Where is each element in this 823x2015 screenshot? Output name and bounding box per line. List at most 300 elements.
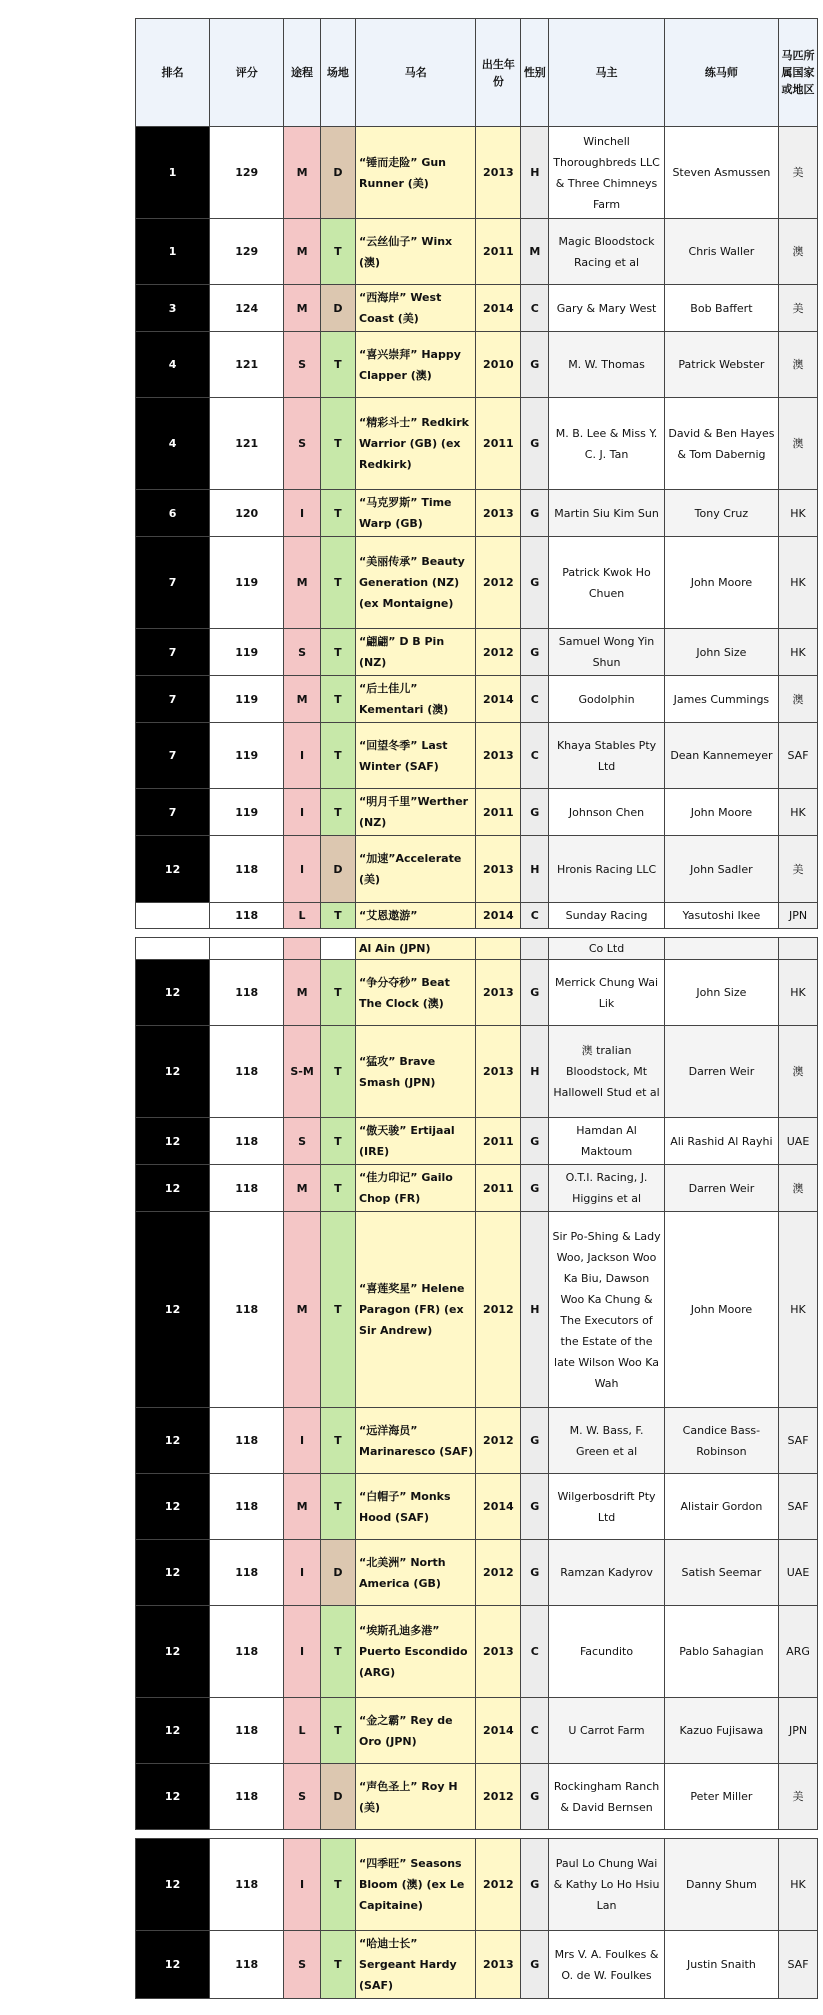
owner-cell: U Carrot Farm — [549, 1698, 664, 1764]
sex-cell: H — [521, 836, 549, 903]
sex-cell: H — [521, 127, 549, 219]
table-row — [136, 1540, 818, 1606]
horse-name-cell: “精彩斗士” Redkirk Warrior (GB) (ex Redkirk) — [356, 398, 476, 490]
table-row — [136, 1212, 818, 1408]
surface-cell: T — [320, 629, 355, 676]
surface-cell: T — [320, 332, 355, 398]
birth-year-cell: 2011 — [476, 1165, 521, 1212]
table-row — [136, 398, 818, 490]
country-cell: SAF — [779, 1474, 818, 1540]
birth-year-cell: 2011 — [476, 398, 521, 490]
rank-cell: 12 — [136, 1698, 210, 1764]
horse-name-cell: “西海岸” West Coast (美) — [356, 285, 476, 332]
horse-name-cell: “翩翩” D B Pin (NZ) — [356, 629, 476, 676]
surface-cell: T — [320, 1165, 355, 1212]
owner-cell: Winchell Thoroughbreds LLC & Three Chimneys Farm — [549, 127, 664, 219]
header-distance: 途程 — [284, 19, 320, 127]
sex-cell: H — [521, 1212, 549, 1408]
owner-cell: Sir Po-Shing & Lady Woo, Jackson Woo Ka Biu, Dawson Woo Ka Chung & The Executors of the Estate of the late Wilson Woo Ka Wah — [549, 1212, 664, 1408]
trainer-cell: John Sadler — [664, 836, 778, 903]
birth-year-cell: 2012 — [476, 1839, 521, 1931]
distance-cell: S — [284, 1764, 320, 1830]
rating-cell: 121 — [210, 398, 284, 490]
distance-cell: I — [284, 1408, 320, 1474]
sex-cell: G — [521, 1839, 549, 1931]
rating-cell: 118 — [210, 836, 284, 903]
rating-cell: 118 — [210, 1540, 284, 1606]
rank-cell: 12 — [136, 960, 210, 1026]
table-row — [136, 537, 818, 629]
table-row — [136, 1931, 818, 1999]
rating-cell: 118 — [210, 1764, 284, 1830]
sex-cell: H — [521, 1026, 549, 1118]
sex-cell: G — [521, 490, 549, 537]
surface-cell: T — [320, 219, 355, 285]
surface-cell: T — [320, 1118, 355, 1165]
birth-year-cell: 2013 — [476, 723, 521, 789]
distance-cell: I — [284, 789, 320, 836]
rank-cell: 12 — [136, 1540, 210, 1606]
birth-year-cell: 2013 — [476, 960, 521, 1026]
birth-year-cell: 2012 — [476, 1408, 521, 1474]
country-cell: SAF — [779, 1931, 818, 1999]
birth-year-cell: 2012 — [476, 1764, 521, 1830]
owner-cell: Sunday Racing — [549, 903, 664, 929]
horse-name-cell: “猛攻” Brave Smash (JPN) — [356, 1026, 476, 1118]
rating-cell: 118 — [210, 1474, 284, 1540]
trainer-cell: Darren Weir — [664, 1026, 778, 1118]
horse-name-cell: “远洋海员” Marinaresco (SAF) — [356, 1408, 476, 1474]
table-row — [136, 789, 818, 836]
sex-cell: G — [521, 537, 549, 629]
birth-year-cell: 2010 — [476, 332, 521, 398]
trainer-cell: John Moore — [664, 537, 778, 629]
trainer-cell: Candice Bass-Robinson — [664, 1408, 778, 1474]
country-cell: JPN — [779, 1698, 818, 1764]
sex-cell: G — [521, 960, 549, 1026]
surface-cell: D — [320, 836, 355, 903]
trainer-cell: Satish Seemar — [664, 1540, 778, 1606]
rank-cell — [136, 938, 210, 960]
header-year: 出生年份 — [476, 19, 521, 127]
country-cell: 美 — [779, 836, 818, 903]
surface-cell: D — [320, 1540, 355, 1606]
distance-cell: M — [284, 219, 320, 285]
rating-cell: 129 — [210, 219, 284, 285]
rank-cell: 7 — [136, 789, 210, 836]
surface-cell: T — [320, 676, 355, 723]
trainer-cell: Chris Waller — [664, 219, 778, 285]
horse-name-cell: “北美洲” North America (GB) — [356, 1540, 476, 1606]
surface-cell: T — [320, 960, 355, 1026]
country-cell: HK — [779, 789, 818, 836]
table-row — [136, 938, 818, 960]
sex-cell: C — [521, 723, 549, 789]
rating-cell: 118 — [210, 1606, 284, 1698]
table-row — [136, 1026, 818, 1118]
sex-cell: C — [521, 285, 549, 332]
distance-cell: I — [284, 723, 320, 789]
country-cell: 澳 — [779, 676, 818, 723]
distance-cell: M — [284, 1212, 320, 1408]
table-row — [136, 1698, 818, 1764]
owner-cell: Merrick Chung Wai Lik — [549, 960, 664, 1026]
sex-cell — [521, 938, 549, 960]
rank-cell: 7 — [136, 629, 210, 676]
sex-cell: G — [521, 629, 549, 676]
trainer-cell: Danny Shum — [664, 1839, 778, 1931]
owner-cell: Mrs V. A. Foulkes & O. de W. Foulkes — [549, 1931, 664, 1999]
trainer-cell: Pablo Sahagian — [664, 1606, 778, 1698]
distance-cell: M — [284, 127, 320, 219]
sex-cell: C — [521, 1698, 549, 1764]
rating-cell: 124 — [210, 285, 284, 332]
rank-cell: 12 — [136, 1408, 210, 1474]
birth-year-cell: 2013 — [476, 1931, 521, 1999]
table-row — [136, 1474, 818, 1540]
rating-cell: 118 — [210, 1212, 284, 1408]
birth-year-cell: 2014 — [476, 285, 521, 332]
horse-name-cell: “金之霸” Rey de Oro (JPN) — [356, 1698, 476, 1764]
birth-year-cell: 2014 — [476, 1698, 521, 1764]
distance-cell: L — [284, 903, 320, 929]
distance-cell: M — [284, 1165, 320, 1212]
birth-year-cell: 2013 — [476, 490, 521, 537]
table-row — [136, 1165, 818, 1212]
row-gap-cell — [136, 1830, 818, 1839]
country-cell: HK — [779, 1839, 818, 1931]
rating-cell: 118 — [210, 1165, 284, 1212]
birth-year-cell: 2012 — [476, 537, 521, 629]
surface-cell: T — [320, 537, 355, 629]
country-cell: 澳 — [779, 219, 818, 285]
trainer-cell: James Cummings — [664, 676, 778, 723]
distance-cell: M — [284, 676, 320, 723]
surface-cell: T — [320, 723, 355, 789]
surface-cell: T — [320, 1408, 355, 1474]
surface-cell: T — [320, 1026, 355, 1118]
birth-year-cell: 2013 — [476, 836, 521, 903]
sex-cell: G — [521, 1408, 549, 1474]
horse-name-cell: “加速”Accelerate (美) — [356, 836, 476, 903]
birth-year-cell: 2014 — [476, 676, 521, 723]
rank-cell: 12 — [136, 1606, 210, 1698]
horse-name-cell: “喜莲奖星” Helene Paragon (FR) (ex Sir Andrew) — [356, 1212, 476, 1408]
distance-cell: S — [284, 1118, 320, 1165]
table-row — [136, 1839, 818, 1931]
country-cell: JPN — [779, 903, 818, 929]
surface-cell: T — [320, 490, 355, 537]
owner-cell: Johnson Chen — [549, 789, 664, 836]
horse-name-cell: “傲天骏” Ertijaal (IRE) — [356, 1118, 476, 1165]
distance-cell — [284, 938, 320, 960]
horse-name-cell: “争分夺秒” Beat The Clock (澳) — [356, 960, 476, 1026]
rank-cell: 12 — [136, 1931, 210, 1999]
country-cell: HK — [779, 490, 818, 537]
rating-cell: 118 — [210, 1118, 284, 1165]
trainer-cell: Patrick Webster — [664, 332, 778, 398]
row-gap — [136, 929, 818, 938]
table-row — [136, 903, 818, 929]
horse-name-cell: “佳力印记” Gailo Chop (FR) — [356, 1165, 476, 1212]
surface-cell: T — [320, 398, 355, 490]
sex-cell: M — [521, 219, 549, 285]
horse-name-cell: “明月千里”Werther (NZ) — [356, 789, 476, 836]
owner-cell: Samuel Wong Yin Shun — [549, 629, 664, 676]
header-rating: 评分 — [210, 19, 284, 127]
rank-cell: 12 — [136, 1839, 210, 1931]
trainer-cell — [664, 938, 778, 960]
distance-cell: I — [284, 836, 320, 903]
surface-cell: T — [320, 1212, 355, 1408]
birth-year-cell: 2012 — [476, 1212, 521, 1408]
sex-cell: G — [521, 1540, 549, 1606]
owner-cell: Co Ltd — [549, 938, 664, 960]
table-row — [136, 1118, 818, 1165]
horse-name-cell: “声色圣上” Roy H (美) — [356, 1764, 476, 1830]
rank-cell: 12 — [136, 1118, 210, 1165]
rating-cell: 118 — [210, 1931, 284, 1999]
horse-name-cell: “云丝仙子” Winx (澳) — [356, 219, 476, 285]
surface-cell: T — [320, 1931, 355, 1999]
country-cell: 澳 — [779, 1026, 818, 1118]
sex-cell: G — [521, 1165, 549, 1212]
rating-cell — [210, 938, 284, 960]
owner-cell: Ramzan Kadyrov — [549, 1540, 664, 1606]
trainer-cell: Peter Miller — [664, 1764, 778, 1830]
owner-cell: Rockingham Ranch & David Bernsen — [549, 1764, 664, 1830]
country-cell: SAF — [779, 1408, 818, 1474]
trainer-cell: Tony Cruz — [664, 490, 778, 537]
header-rank: 排名 — [136, 19, 210, 127]
owner-cell: Godolphin — [549, 676, 664, 723]
sex-cell: G — [521, 398, 549, 490]
country-cell — [779, 938, 818, 960]
country-cell: SAF — [779, 723, 818, 789]
rating-cell: 121 — [210, 332, 284, 398]
horse-name-cell: “锤而走险” Gun Runner (美) — [356, 127, 476, 219]
surface-cell: T — [320, 1698, 355, 1764]
rank-cell: 1 — [136, 219, 210, 285]
row-gap — [136, 1830, 818, 1839]
country-cell: HK — [779, 629, 818, 676]
surface-cell: T — [320, 789, 355, 836]
horse-name-cell: “白帽子” Monks Hood (SAF) — [356, 1474, 476, 1540]
birth-year-cell — [476, 938, 521, 960]
owner-cell: Patrick Kwok Ho Chuen — [549, 537, 664, 629]
surface-cell: D — [320, 285, 355, 332]
trainer-cell: John Size — [664, 960, 778, 1026]
owner-cell: M. W. Bass, F. Green et al — [549, 1408, 664, 1474]
trainer-cell: Ali Rashid Al Rayhi — [664, 1118, 778, 1165]
sex-cell: C — [521, 903, 549, 929]
trainer-cell: Kazuo Fujisawa — [664, 1698, 778, 1764]
country-cell: HK — [779, 537, 818, 629]
rating-cell: 119 — [210, 629, 284, 676]
rank-cell: 12 — [136, 1165, 210, 1212]
distance-cell: I — [284, 1839, 320, 1931]
owner-cell: Wilgerbosdrift Pty Ltd — [549, 1474, 664, 1540]
birth-year-cell: 2012 — [476, 629, 521, 676]
table-row — [136, 285, 818, 332]
country-cell: UAE — [779, 1540, 818, 1606]
birth-year-cell: 2012 — [476, 1540, 521, 1606]
header-sex: 性别 — [521, 19, 549, 127]
rank-cell: 12 — [136, 903, 210, 929]
rating-cell: 119 — [210, 789, 284, 836]
trainer-cell: Yasutoshi Ikee — [664, 903, 778, 929]
distance-cell: M — [284, 1474, 320, 1540]
table-row — [136, 332, 818, 398]
rank-cell: 4 — [136, 398, 210, 490]
header-trainer: 练马师 — [664, 19, 778, 127]
distance-cell: S — [284, 629, 320, 676]
table-row — [136, 960, 818, 1026]
horse-name-cell: “哈迪士长” Sergeant Hardy (SAF) — [356, 1931, 476, 1999]
birth-year-cell: 2013 — [476, 1606, 521, 1698]
table-row — [136, 836, 818, 903]
table-row — [136, 219, 818, 285]
birth-year-cell: 2014 — [476, 1474, 521, 1540]
owner-cell: M. B. Lee & Miss Y. C. J. Tan — [549, 398, 664, 490]
distance-cell: I — [284, 1540, 320, 1606]
rank-cell: 6 — [136, 490, 210, 537]
trainer-cell: Darren Weir — [664, 1165, 778, 1212]
horse-name-cell: “四季旺” Seasons Bloom (澳) (ex Le Capitaine) — [356, 1839, 476, 1931]
header-country: 马匹所属国家或地区 — [779, 19, 818, 127]
rank-cell: 7 — [136, 723, 210, 789]
rating-cell: 129 — [210, 127, 284, 219]
distance-cell: L — [284, 1698, 320, 1764]
rank-cell: 12 — [136, 1474, 210, 1540]
birth-year-cell: 2014 — [476, 903, 521, 929]
rating-cell: 118 — [210, 1026, 284, 1118]
birth-year-cell: 2011 — [476, 789, 521, 836]
distance-cell: M — [284, 285, 320, 332]
owner-cell: Hamdan Al Maktoum — [549, 1118, 664, 1165]
trainer-cell: John Moore — [664, 789, 778, 836]
sex-cell: G — [521, 332, 549, 398]
row-gap-cell — [136, 929, 818, 938]
owner-cell: Hronis Racing LLC — [549, 836, 664, 903]
table-row — [136, 1606, 818, 1698]
horse-name-cell: “艾恩遨游” — [356, 903, 476, 929]
distance-cell: M — [284, 960, 320, 1026]
rank-cell: 12 — [136, 1212, 210, 1408]
ratings-table — [135, 18, 818, 1999]
rank-cell: 1 — [136, 127, 210, 219]
table-row — [136, 629, 818, 676]
trainer-cell: Justin Snaith — [664, 1931, 778, 1999]
rank-cell: 4 — [136, 332, 210, 398]
distance-cell: I — [284, 490, 320, 537]
distance-cell: S — [284, 332, 320, 398]
rank-cell: 12 — [136, 1764, 210, 1830]
table-row — [136, 676, 818, 723]
country-cell: 澳 — [779, 398, 818, 490]
trainer-cell: Bob Baffert — [664, 285, 778, 332]
sex-cell: G — [521, 1931, 549, 1999]
birth-year-cell: 2011 — [476, 1118, 521, 1165]
distance-cell: M — [284, 537, 320, 629]
country-cell: UAE — [779, 1118, 818, 1165]
horse-name-cell: “回望冬季” Last Winter (SAF) — [356, 723, 476, 789]
owner-cell: Paul Lo Chung Wai & Kathy Lo Ho Hsiu Lan — [549, 1839, 664, 1931]
owner-cell: 澳 tralian Bloodstock, Mt Hallowell Stud et al — [549, 1026, 664, 1118]
owner-cell: Gary & Mary West — [549, 285, 664, 332]
rating-cell: 120 — [210, 490, 284, 537]
trainer-cell: David & Ben Hayes & Tom Dabernig — [664, 398, 778, 490]
distance-cell: I — [284, 1606, 320, 1698]
owner-cell: M. W. Thomas — [549, 332, 664, 398]
rating-cell: 118 — [210, 1698, 284, 1764]
rank-cell: 12 — [136, 836, 210, 903]
trainer-cell: John Moore — [664, 1212, 778, 1408]
table-row — [136, 490, 818, 537]
rank-cell: 3 — [136, 285, 210, 332]
table-row — [136, 1408, 818, 1474]
rank-cell: 12 — [136, 1026, 210, 1118]
rank-cell: 7 — [136, 676, 210, 723]
rating-cell: 118 — [210, 1408, 284, 1474]
sex-cell: C — [521, 1606, 549, 1698]
distance-cell: S-M — [284, 1026, 320, 1118]
country-cell: 美 — [779, 127, 818, 219]
country-cell: 美 — [779, 285, 818, 332]
rating-cell: 118 — [210, 903, 284, 929]
horse-name-cell: “后土佳儿” Kementari (澳) — [356, 676, 476, 723]
rank-cell: 7 — [136, 537, 210, 629]
country-cell: HK — [779, 1212, 818, 1408]
country-cell: 澳 — [779, 332, 818, 398]
sex-cell: G — [521, 1118, 549, 1165]
rating-cell: 118 — [210, 1839, 284, 1931]
birth-year-cell: 2011 — [476, 219, 521, 285]
surface-cell: T — [320, 1474, 355, 1540]
header-horse: 马名 — [356, 19, 476, 127]
distance-cell: S — [284, 398, 320, 490]
horse-name-cell: “美丽传承” Beauty Generation (NZ) (ex Montaigne) — [356, 537, 476, 629]
owner-cell: Martin Siu Kim Sun — [549, 490, 664, 537]
country-cell: HK — [779, 960, 818, 1026]
surface-cell — [320, 938, 355, 960]
rating-cell: 119 — [210, 676, 284, 723]
table-header-row — [136, 19, 818, 127]
country-cell: ARG — [779, 1606, 818, 1698]
surface-cell: D — [320, 1764, 355, 1830]
sex-cell: C — [521, 676, 549, 723]
trainer-cell: Alistair Gordon — [664, 1474, 778, 1540]
trainer-cell: John Size — [664, 629, 778, 676]
rating-cell: 119 — [210, 537, 284, 629]
table-row — [136, 1764, 818, 1830]
header-owner: 马主 — [549, 19, 664, 127]
surface-cell: T — [320, 1606, 355, 1698]
surface-cell: T — [320, 1839, 355, 1931]
table-row — [136, 723, 818, 789]
horse-name-cell: “马克罗斯” Time Warp (GB) — [356, 490, 476, 537]
horse-name-cell: Al Ain (JPN) — [356, 938, 476, 960]
header-surface: 场地 — [320, 19, 355, 127]
table-body — [136, 127, 818, 1999]
birth-year-cell: 2013 — [476, 127, 521, 219]
rating-cell: 119 — [210, 723, 284, 789]
surface-cell: T — [320, 903, 355, 929]
birth-year-cell: 2013 — [476, 1026, 521, 1118]
country-cell: 美 — [779, 1764, 818, 1830]
horse-name-cell: “埃斯孔迪多港” Puerto Escondido (ARG) — [356, 1606, 476, 1698]
table-row — [136, 127, 818, 219]
